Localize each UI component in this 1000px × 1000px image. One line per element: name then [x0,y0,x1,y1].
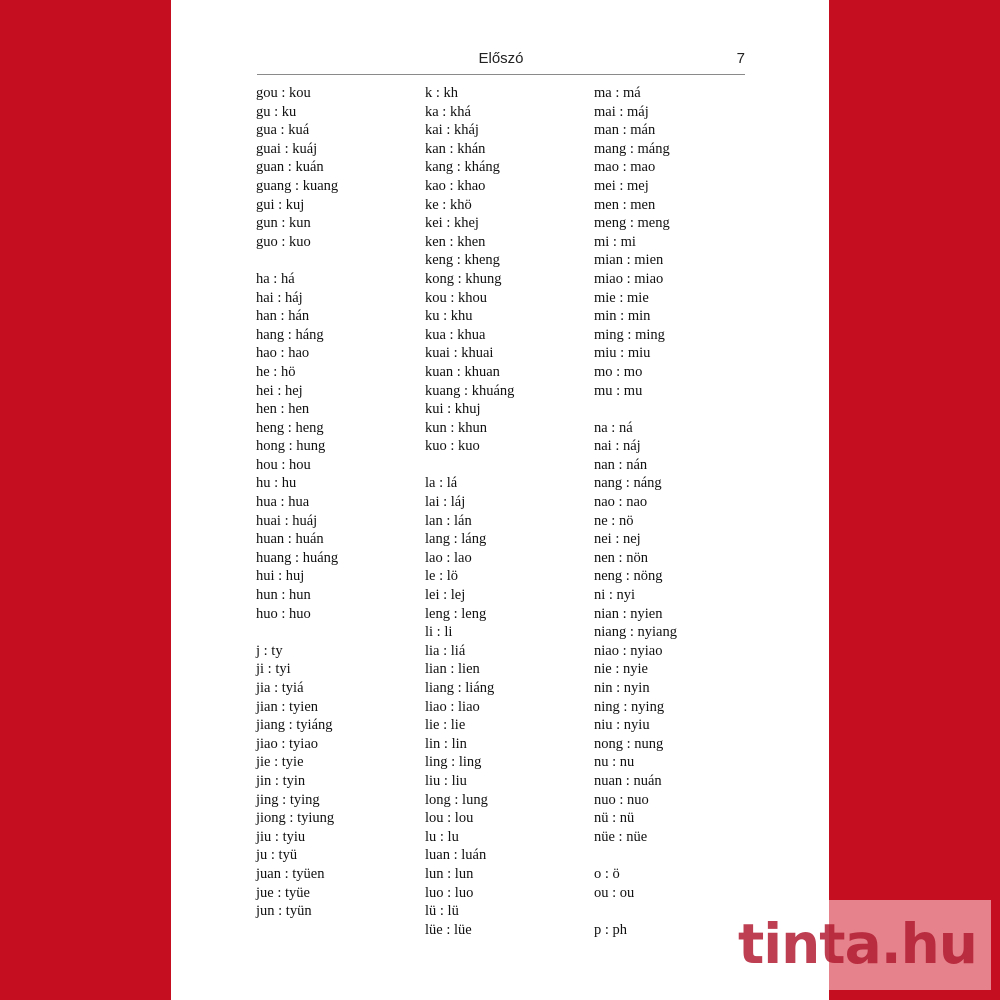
transcription-entry: ning : nying [594,698,665,715]
transcription-entry: la : lá [425,475,458,492]
transcription-entry: ku : khu [425,308,473,325]
transcription-entry: hu : hu [256,475,297,492]
transcription-entry: nao : nao [594,494,648,511]
transcription-entry: keng : kheng [425,252,500,269]
transcription-entry: jue : tyüe [256,884,310,901]
spacer-row [594,400,759,419]
transcription-entry: nian : nyien [594,605,663,622]
transcription-entry: jia : tyiá [256,680,304,696]
transcription-entry: nong : nung [594,735,664,752]
transcription-entry: o : ö [594,865,620,882]
transcription-entry: miao : miao [594,270,664,287]
transcription-entry: hong : hung [256,438,326,455]
transcription-entry: nan : nán [594,456,648,473]
transcription-entry: miu : miu [594,345,651,362]
transcription-entry: liao : liao [425,698,480,715]
transcription-entry: jiu : tyiu [256,828,306,845]
transcription-entry: ling : ling [425,754,482,771]
transcription-entry: lai : láj [425,494,466,511]
transcription-entry: kuang : khuáng [425,382,515,399]
spacer-row [594,846,759,865]
transcription-entry: gu : ku [256,103,297,120]
transcription-entry: lin : lin [425,735,467,752]
transcription-entry: mai : máj [594,103,649,120]
transcription-entry: gua : kuá [256,122,310,139]
transcription-entry: mi : mi [594,233,636,250]
transcription-entry: ke : khö [425,196,472,213]
transcription-entry: j : ty [256,642,283,659]
transcription-entry: mei : mej [594,177,649,194]
transcription-entry: k : kh [425,85,459,101]
transcription-entry: kuan : khuan [425,363,500,380]
transcription-entry: jiao : tyiao [256,735,319,752]
transcription-entry: nei : nej [594,531,641,548]
transcription-entry: lie : lie [425,717,466,734]
transcription-entry: nang : náng [594,475,662,492]
spacer-row [256,623,421,642]
transcription-entry: hua : hua [256,494,310,511]
transcription-entry: mang : máng [594,140,670,157]
transcription-entry: ken : khen [425,233,486,250]
transcription-entry: lang : láng [425,531,487,548]
transcription-column-1 [256,84,421,921]
transcription-entry: kang : kháng [425,159,500,176]
transcription-entry: kai : kháj [425,122,479,139]
transcription-entry: luan : luán [425,847,487,864]
transcription-entry: niao : nyiao [594,642,663,659]
transcription-entry: ji : tyi [256,661,291,678]
transcription-entry: neng : nöng [594,568,663,585]
transcription-entry: hou : hou [256,456,311,473]
transcription-column-2 [425,84,590,939]
transcription-entry: ka : khá [425,103,471,120]
transcription-entry: mian : mien [594,252,664,269]
transcription-entry: lüe : lüe [425,921,472,938]
transcription-entry: ju : tyü [256,847,298,864]
transcription-entry: lou : lou [425,810,474,827]
transcription-entry: men : men [594,196,656,213]
transcription-entry: huo : huo [256,605,311,622]
transcription-entry: huang : huáng [256,549,339,566]
transcription-entry: min : min [594,308,651,325]
transcription-entry: lun : lun [425,865,474,882]
transcription-entry: luo : luo [425,884,474,901]
transcription-entry: long : lung [425,791,488,808]
page-number: 7 [736,50,745,67]
transcription-entry: man : mán [594,122,656,139]
transcription-entry: jing : tying [256,791,320,808]
watermark-logo: tinta.hu [738,912,977,976]
transcription-entry: guang : kuang [256,177,339,194]
transcription-entry: na : ná [594,419,633,436]
transcription-entry: lian : lien [425,661,480,678]
transcription-entry: kun : khun [425,419,488,436]
transcription-entry: ha : há [256,270,295,287]
transcription-entry: p : ph [594,921,628,938]
transcription-entry: jie : tyie [256,754,304,771]
transcription-entry: hen : hen [256,401,310,418]
transcription-entry: ni : nyi [594,587,636,604]
transcription-entry: nin : nyin [594,680,650,696]
transcription-entry: hang : háng [256,326,324,343]
transcription-entry: kui : khuj [425,401,481,418]
transcription-entry: nu : nu [594,754,635,771]
page-title: Előszó [478,50,524,67]
transcription-entry: nuo : nuo [594,791,649,808]
transcription-entry: nai : náj [594,438,641,455]
transcription-entry: ming : ming [594,326,665,343]
transcription-entry: ne : nö [594,512,634,529]
transcription-entry: nuan : nuán [594,772,662,789]
transcription-entry: kou : khou [425,289,488,306]
transcription-entry: lao : lao [425,549,472,566]
transcription-entry: kan : khán [425,140,486,157]
transcription-entry: lei : lej [425,587,466,604]
transcription-entry: mu : mu [594,382,643,399]
transcription-entry: liu : liu [425,772,467,789]
spacer-row [594,902,759,921]
transcription-entry: jun : tyün [256,903,312,920]
transcription-entry: he : hö [256,363,296,380]
transcription-entry: guai : kuáj [256,140,318,157]
transcription-entry: niu : nyiu [594,717,650,734]
transcription-entry: kuo : kuo [425,438,480,455]
transcription-entry: kei : khej [425,215,479,232]
transcription-entry: niang : nyiang [594,624,677,641]
transcription-entry: jin : tyin [256,772,306,789]
transcription-entry: gui : kuj [256,196,305,213]
transcription-entry: nüe : nüe [594,828,648,845]
transcription-entry: lan : lán [425,512,472,529]
transcription-entry: gou : kou [256,85,311,101]
transcription-entry: meng : meng [594,215,670,232]
transcription-entry: guan : kuán [256,159,324,176]
transcription-entry: kuai : khuai [425,345,494,362]
transcription-entry: nie : nyie [594,661,648,678]
transcription-entry: lia : liá [425,642,466,659]
transcription-entry: kua : khua [425,326,486,343]
transcription-entry: huai : huáj [256,512,318,529]
transcription-entry: nen : nön [594,549,648,566]
transcription-entry: jian : tyien [256,698,319,715]
transcription-entry: le : lö [425,568,459,585]
transcription-entry: guo : kuo [256,233,311,250]
transcription-entry: hui : huj [256,568,305,585]
transcription-entry: huan : huán [256,531,324,548]
transcription-entry: jiong : tyiung [256,810,335,827]
transcription-column-3 [594,84,759,939]
transcription-entry: lü : lü [425,903,459,920]
transcription-entry: lu : lu [425,828,459,845]
book-page [171,0,829,1000]
transcription-entry: mo : mo [594,363,643,380]
transcription-entry: li : li [425,624,453,641]
transcription-entry: liang : liáng [425,680,495,696]
transcription-entry: jiang : tyiáng [256,717,333,734]
transcription-entry: nü : nü [594,810,635,827]
transcription-entry: hun : hun [256,587,311,604]
transcription-entry: ou : ou [594,884,635,901]
transcription-entry: kao : khao [425,177,486,194]
transcription-entry: hai : háj [256,289,303,306]
transcription-entry: juan : tyüen [256,865,325,882]
transcription-entry: gun : kun [256,215,311,232]
transcription-entry: mie : mie [594,289,649,306]
transcription-entry: heng : heng [256,419,324,436]
transcription-entry: hao : hao [256,345,310,362]
page-header [257,48,745,75]
spacer-row [425,456,590,475]
transcription-entry: hei : hej [256,382,303,399]
transcription-entry: han : hán [256,308,310,325]
transcription-entry: mao : mao [594,159,656,176]
transcription-entry: kong : khung [425,270,502,287]
transcription-entry: leng : leng [425,605,487,622]
transcription-entry: ma : má [594,85,641,101]
spacer-row [256,251,421,270]
